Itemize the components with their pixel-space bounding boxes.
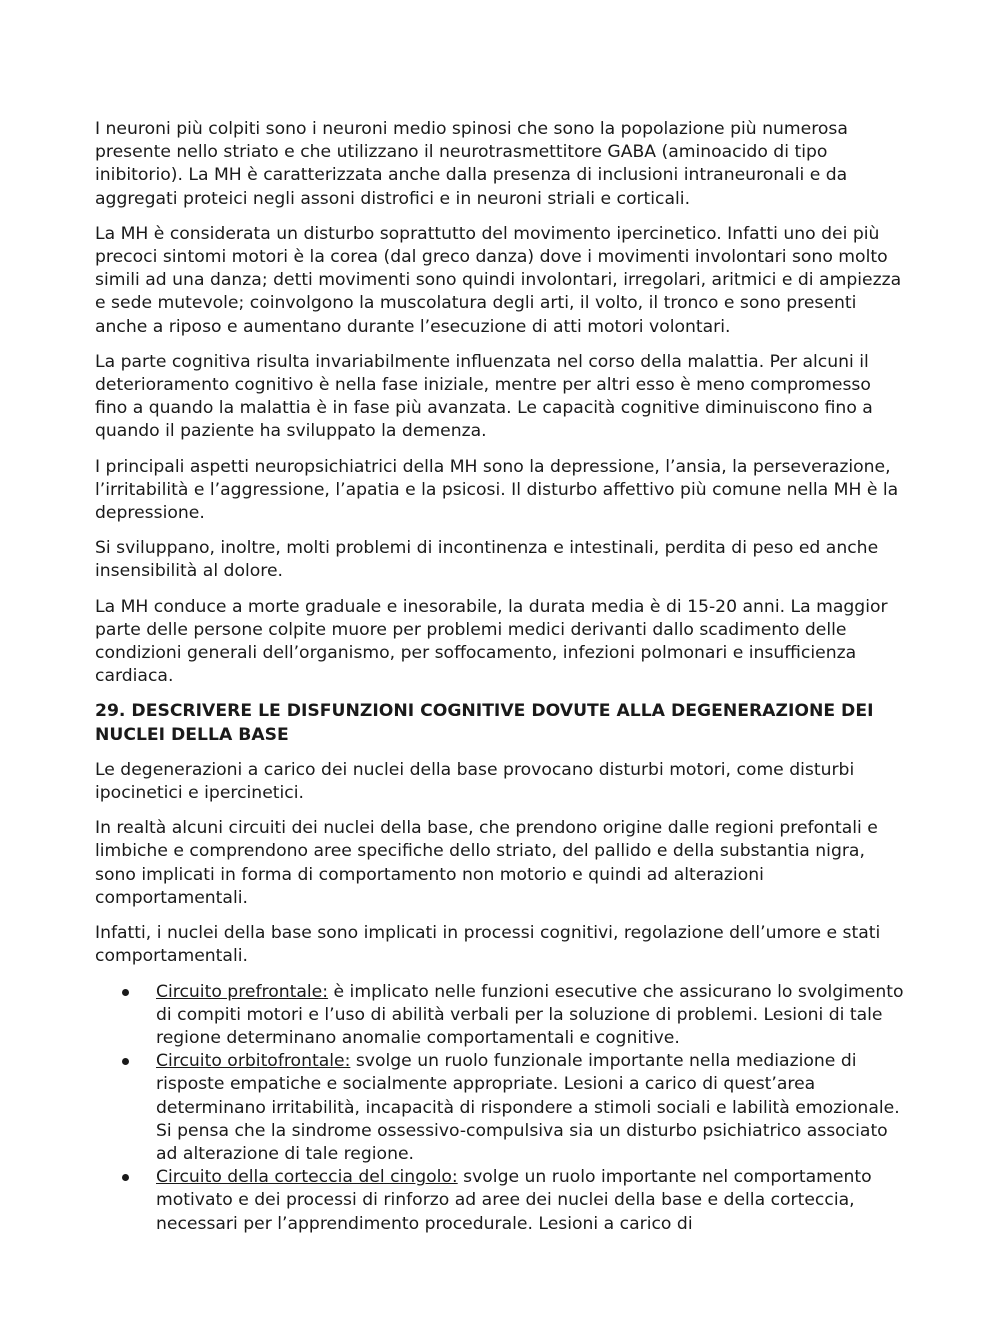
list-item-text: svolge un ruolo importante nel comportamento motivato e dei processi di rinforzo ad aree dei nuclei della base e della corteccia, necessari per l’apprendimento procedurale. Lesioni a carico di bbox=[156, 1167, 872, 1234]
paragraph-movimento: La MH è considerata un disturbo soprattutto del movimento ipercinetico. Infatti uno dei più precoci sintomi motori è la corea (dal greco danza) dove i movimenti involontari sono molto simili ad una danza; detti movimenti sono quindi involontari, irregolari, aritmici e di ampiezza e sede mutevole; coinvolgono la muscolatura degli arti, il volto, il tronco e sono presenti anche a riposo e aumentano durante l’esecuzione di atti motori volontari. bbox=[95, 223, 902, 337]
paragraph-neuropsichiatrici: I principali aspetti neuropsichiatrici della MH sono la depressione, l’ansia, la perseverazione, l’irritabilità e l’aggressione, l’apatia e la psicosi. Il disturbo affettivo più comune nella MH è la depressione. bbox=[95, 456, 899, 524]
paragraph-neuroni: I neuroni più colpiti sono i neuroni medio spinosi che sono la popolazione più numerosa presente nello striato e che utilizzano il neurotrasmettitore GABA (aminoacido di tipo inibitorio). La MH è caratterizzata anche dalla presenza di inclusioni intraneuronali e da aggregati proteici negli assoni distrofici e in neuroni striali e corticali. bbox=[95, 119, 848, 209]
list-item-term: Circuito della corteccia del cingolo: bbox=[156, 1167, 458, 1188]
paragraph-degenerazioni: Le degenerazioni a carico dei nuclei della base provocano disturbi motori, come disturbi ipocinetici e ipercinetici. bbox=[95, 759, 855, 804]
list-item-text: svolge un ruolo funzionale importante nella mediazione di risposte empatiche e socialmente appropriate. Lesioni a carico di quest’area determinano irritabilità, incapacità di rispondere a stimoli sociali e labilità emozionale. Si pensa che la sindrome ossessivo-compulsiva sia un disturbo psichiatrico associato ad alterazione di tale regione. bbox=[156, 1051, 900, 1164]
list-item-text: è implicato nelle funzioni esecutive che assicurano lo svolgimento di compiti motori e l’uso di abilità verbali per la soluzione di problemi. Lesioni di tale regione determinano anomalie comportamentali e cognitive. bbox=[156, 981, 904, 1048]
paragraph-circuiti: In realtà alcuni circuiti dei nuclei della base, che prendono origine dalle regioni prefontali e limbiche e comprendono aree specifiche dello striato, del pallido e della substantia nigra, sono implicati in forma di comportamento non motorio e quindi ad alterazioni comportamentali. bbox=[95, 818, 878, 908]
list-item bbox=[95, 1166, 908, 1236]
circuit-list bbox=[95, 981, 908, 1236]
section-heading: 29. DESCRIVERE LE DISFUNZIONI COGNITIVE DOVUTE ALLA DEGENERAZIONE DEI NUCLEI DELLA BASE bbox=[95, 701, 874, 745]
paragraph-problemi: Si sviluppano, inoltre, molti problemi di incontinenza e intestinali, perdita di peso ed anche insensibilità al dolore. bbox=[95, 538, 879, 582]
paragraph-processi: Infatti, i nuclei della base sono implicati in processi cognitivi, regolazione dell’umore e stati comportamentali. bbox=[95, 923, 881, 967]
bullet-icon bbox=[122, 1058, 129, 1065]
paragraph-morte: La MH conduce a morte graduale e inesorabile, la durata media è di 15-20 anni. La maggior parte delle persone colpite muore per problemi medici derivanti dallo scadimento delle condizioni generali dell’organismo, per soffocamento, infezioni polmonari e insufficienza cardiaca. bbox=[95, 596, 888, 687]
list-item bbox=[95, 981, 908, 1051]
paragraph-cognitiva: La parte cognitiva risulta invariabilmente influenzata nel corso della malattia. Per alcuni il deterioramento cognitivo è nella fase iniziale, mentre per altri esso è meno compromesso fino a quando la malattia è in fase più avanzata. Le capacità cognitive diminuiscono fino a quando il paziente ha sviluppato la demenza. bbox=[95, 351, 873, 442]
list-item-term: Circuito orbitofrontale: bbox=[156, 1051, 351, 1072]
list-item-term: Circuito prefrontale: bbox=[156, 981, 329, 1002]
bullet-icon bbox=[122, 1174, 129, 1181]
list-item bbox=[95, 1050, 908, 1166]
bullet-icon bbox=[122, 989, 129, 996]
